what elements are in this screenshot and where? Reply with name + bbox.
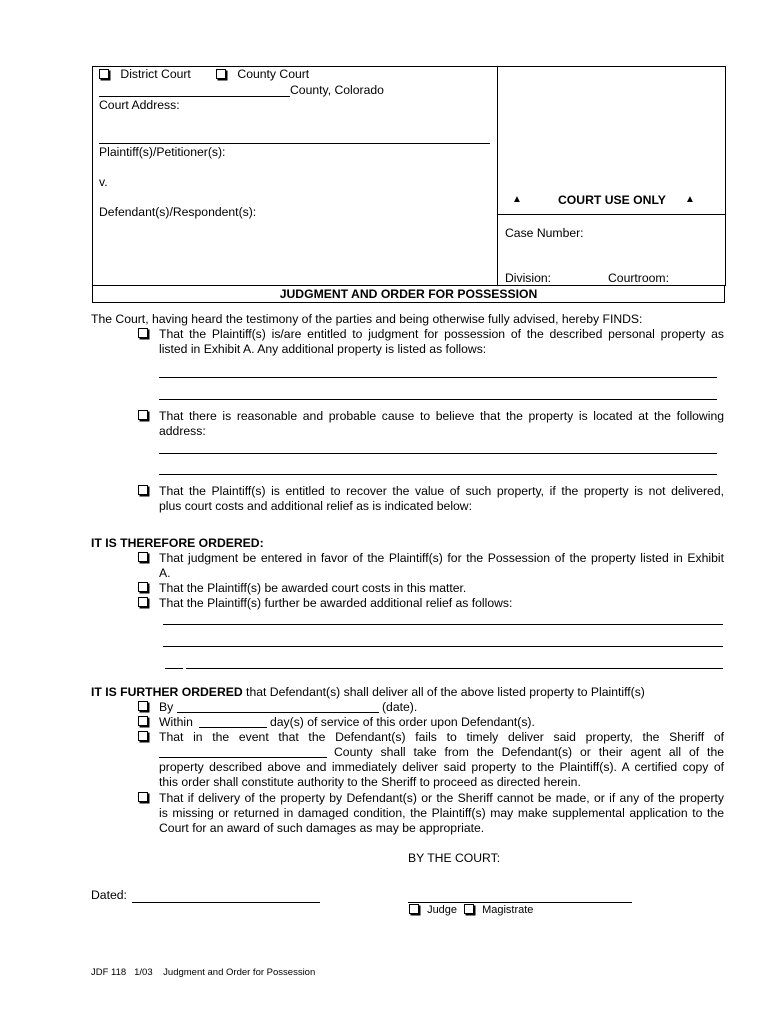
relief-field-3-prefix[interactable] bbox=[165, 668, 183, 669]
magistrate-checkbox[interactable] bbox=[464, 904, 474, 914]
order-3-checkbox[interactable] bbox=[138, 595, 148, 609]
caption-box bbox=[92, 66, 726, 286]
magistrate-label: Magistrate bbox=[482, 904, 534, 916]
courtroom-label: Courtroom: bbox=[608, 271, 669, 285]
order-1-line-2: A. bbox=[159, 566, 171, 580]
arrow-up-icon: ▲ bbox=[685, 194, 695, 205]
division-label: Division: bbox=[505, 271, 552, 285]
versus-label: v. bbox=[99, 175, 108, 189]
court-address-label: Court Address: bbox=[99, 98, 180, 112]
dated-label: Dated: bbox=[91, 888, 127, 902]
dated-field[interactable] bbox=[132, 902, 320, 903]
sheriff-county-field[interactable] bbox=[159, 757, 327, 758]
further-heading bbox=[91, 685, 645, 699]
further-heading-bold: IT IS FURTHER ORDERED bbox=[91, 685, 243, 699]
finding-3-line-1: That the Plaintiff(s) is entitled to recover the value of such property, if the property is not delivered, bbox=[159, 484, 724, 498]
finding-1-line-2: listed in Exhibit A. Any additional property is listed as follows: bbox=[159, 342, 487, 356]
by-the-court-label: BY THE COURT: bbox=[408, 851, 501, 865]
county-colorado-label: County, Colorado bbox=[290, 83, 384, 97]
within-suffix: day(s) of service of this order upon Defendant(s). bbox=[270, 715, 535, 729]
defendant-label: Defendant(s)/Respondent(s): bbox=[99, 205, 257, 219]
county-name-field[interactable] bbox=[99, 96, 290, 97]
district-court-option[interactable] bbox=[99, 67, 191, 81]
county-court-checkbox[interactable] bbox=[216, 69, 226, 79]
district-court-checkbox[interactable] bbox=[99, 69, 109, 79]
by-date-checkbox[interactable] bbox=[138, 699, 148, 713]
finding-3-checkbox[interactable] bbox=[138, 483, 148, 497]
county-court-label: County Court bbox=[237, 67, 310, 81]
finding-3-line-2: plus court costs and additional relief as is indicated below: bbox=[159, 499, 472, 513]
court-use-divider bbox=[497, 214, 726, 215]
damages-checkbox[interactable] bbox=[138, 790, 148, 804]
signature-field[interactable] bbox=[408, 902, 632, 903]
finding-2-field-1[interactable] bbox=[159, 453, 717, 454]
order-1-checkbox[interactable] bbox=[138, 550, 148, 564]
finding-1-line-1: That the Plaintiff(s) is/are entitled to judgment for possession of the described personal property as bbox=[159, 327, 724, 341]
county-court-option[interactable] bbox=[216, 67, 309, 81]
damages-line-2: is missing or returned in damaged condition, the Plaintiff(s) may make supplemental application to the bbox=[159, 806, 724, 820]
relief-field-1[interactable] bbox=[163, 624, 723, 625]
further-heading-rest: that Defendant(s) shall deliver all of the above listed property to Plaintiff(s) bbox=[242, 685, 645, 699]
sheriff-line-2: County shall take from the Defendant(s) or their agent all of the bbox=[334, 745, 724, 759]
therefore-heading: IT IS THEREFORE ORDERED: bbox=[91, 536, 264, 550]
finding-2-line-1: That there is reasonable and probable cause to believe that the property is located at the following bbox=[159, 409, 724, 423]
order-2-checkbox[interactable] bbox=[138, 580, 148, 594]
order-3-text: That the Plaintiff(s) further be awarded additional relief as follows: bbox=[159, 596, 513, 610]
sheriff-line-4: this order shall constitute authority to the Sheriff to proceed as directed herein. bbox=[159, 775, 581, 789]
within-days-checkbox[interactable] bbox=[138, 714, 148, 728]
by-label: By bbox=[159, 700, 174, 714]
judge-label: Judge bbox=[427, 904, 458, 916]
arrow-up-icon: ▲ bbox=[512, 194, 522, 205]
magistrate-option[interactable] bbox=[464, 904, 533, 916]
finding-1-checkbox[interactable] bbox=[138, 326, 148, 340]
findings-intro: The Court, having heard the testimony of the parties and being otherwise fully advised, hereby FINDS: bbox=[91, 312, 643, 326]
court-use-only-label: COURT USE ONLY bbox=[558, 193, 666, 207]
finding-2-line-2: address: bbox=[159, 424, 206, 438]
form-footer: JDF 118 1/03 Judgment and Order for Possession bbox=[91, 967, 316, 978]
caption-divider-vertical bbox=[497, 66, 498, 286]
finding-1-field-2[interactable] bbox=[159, 399, 717, 400]
plaintiff-label: Plaintiff(s)/Petitioner(s): bbox=[99, 145, 226, 159]
relief-field-2[interactable] bbox=[163, 646, 723, 647]
order-1-line-1: That judgment be entered in favor of the Plaintiff(s) for the Possession of the property listed in Exhibit bbox=[159, 551, 724, 565]
case-number-label: Case Number: bbox=[505, 226, 584, 240]
finding-2-checkbox[interactable] bbox=[138, 408, 148, 422]
sheriff-line-3: property described above and immediately deliver said property to the Plaintiff(s). A certified copy of bbox=[159, 760, 724, 774]
district-court-label: District Court bbox=[120, 67, 191, 81]
judge-option[interactable] bbox=[409, 904, 457, 916]
order-2-text: That the Plaintiff(s) be awarded court costs in this matter. bbox=[159, 581, 467, 595]
finding-1-field-1[interactable] bbox=[159, 377, 717, 378]
relief-field-3[interactable] bbox=[186, 668, 723, 669]
within-days-field[interactable] bbox=[199, 727, 267, 728]
by-date-field[interactable] bbox=[177, 712, 379, 713]
judge-checkbox[interactable] bbox=[409, 904, 419, 914]
document-title: JUDGMENT AND ORDER FOR POSSESSION bbox=[92, 285, 725, 303]
within-label: Within bbox=[159, 715, 193, 729]
finding-2-field-2[interactable] bbox=[159, 474, 717, 475]
sheriff-line-1: That in the event that the Defendant(s) fails to timely deliver said property, the Sheriff of bbox=[159, 730, 724, 744]
by-date-suffix: (date). bbox=[382, 700, 418, 714]
damages-line-3: Court for an award of such damages as may be appropriate. bbox=[159, 821, 485, 835]
court-address-field[interactable] bbox=[99, 143, 490, 144]
sheriff-checkbox[interactable] bbox=[138, 729, 148, 743]
damages-line-1: That if delivery of the property by Defendant(s) or the Sheriff cannot be made, or if any of the property bbox=[159, 791, 724, 805]
